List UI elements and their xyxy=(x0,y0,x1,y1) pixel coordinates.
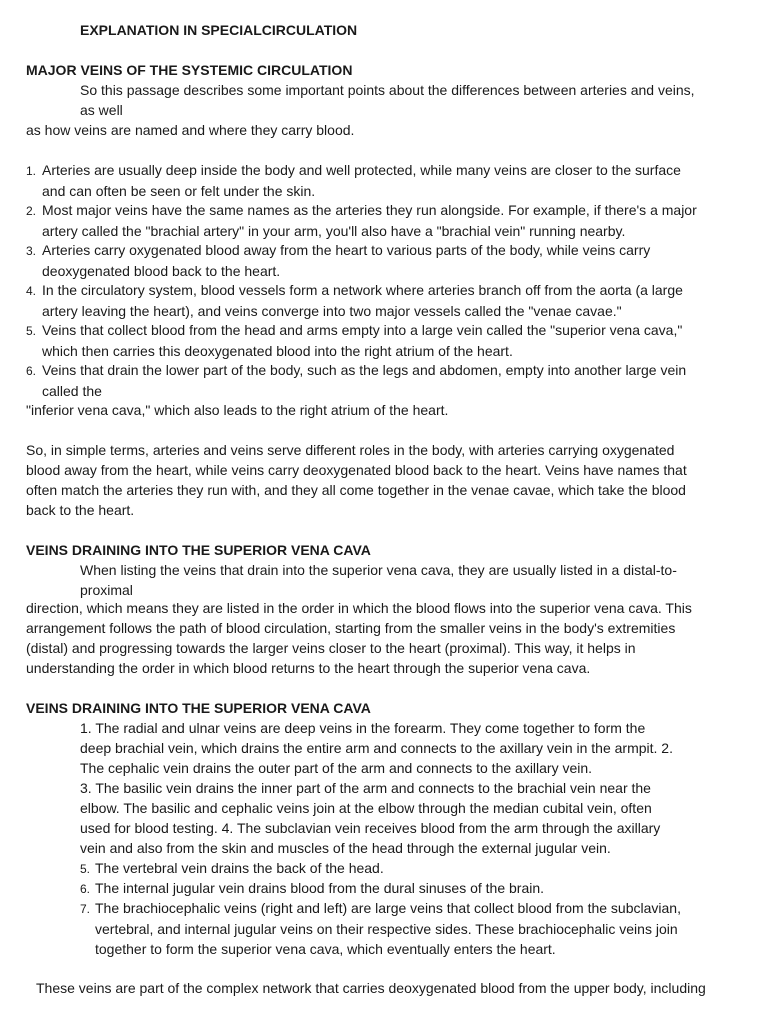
text-line: deep brachial vein, which drains the entire arm and connects to the axillary vein in the armpit. 2. xyxy=(80,740,673,756)
text-line: arrangement follows the path of blood circulation, starting from the smaller veins in the body's extremities xyxy=(26,620,676,636)
list-item xyxy=(80,858,384,879)
text-line: artery leaving the heart), and veins converge into two major vessels called the "venae cavae." xyxy=(42,303,622,319)
text-line: Veins that drain the lower part of the body, such as the legs and abdomen, empty into another large vein xyxy=(42,362,687,378)
summary-paragraph xyxy=(26,440,746,520)
list-number: 5. xyxy=(26,324,37,338)
list-item xyxy=(26,240,650,281)
section3-block xyxy=(80,718,750,858)
text-line: back to the heart. xyxy=(26,502,135,518)
text-line: The brachiocephalic veins (right and left) are large veins that collect blood from the subclavian, xyxy=(95,900,681,916)
text-line: vein and also from the skin and muscles of the head through the external jugular vein. xyxy=(80,840,611,856)
text-line: Arteries carry oxygenated blood away from the heart to various parts of the body, while veins carry xyxy=(42,242,651,258)
text-line: used for blood testing. 4. The subclavian vein receives blood from the arm through the axillary xyxy=(80,820,661,836)
closing-line: These veins are part of the complex network that carries deoxygenated blood from the upper body, including xyxy=(36,980,706,996)
text-line: as how veins are named and where they carry blood. xyxy=(26,122,355,138)
text-line: which then carries this deoxygenated blood into the right atrium of the heart. xyxy=(42,343,513,359)
list-item xyxy=(26,160,681,201)
list-number: 7. xyxy=(80,902,91,916)
list-number: 3. xyxy=(26,244,37,258)
text-line: Arteries are usually deep inside the body and well protected, while many veins are closer to the surface xyxy=(42,162,681,178)
section-heading-svc-1: VEINS DRAINING INTO THE SUPERIOR VENA CAVA xyxy=(26,542,371,558)
list-number: 2. xyxy=(26,204,37,218)
text-line: blood away from the heart, while veins carry deoxygenated blood back to the heart. Veins have names that xyxy=(26,462,687,478)
section-heading-major-veins: MAJOR VEINS OF THE SYSTEMIC CIRCULATION xyxy=(26,62,353,78)
text-line: The cephalic vein drains the outer part of the arm and connects to the axillary vein. xyxy=(80,760,593,776)
text-line: understanding the order in which blood returns to the heart through the superior vena cava. xyxy=(26,660,591,676)
text-line: proximal xyxy=(80,582,133,598)
list-item xyxy=(80,878,544,899)
text-line: called the xyxy=(42,383,102,399)
text-line: elbow. The basilic and cephalic veins join at the elbow through the median cubital vein, often xyxy=(80,800,652,816)
list-item xyxy=(26,320,682,361)
list-number: 6. xyxy=(80,882,91,896)
text-line: The vertebral vein drains the back of the head. xyxy=(95,860,384,876)
section-heading-svc-2: VEINS DRAINING INTO THE SUPERIOR VENA CAVA xyxy=(26,700,371,716)
section2-intro xyxy=(80,560,750,600)
list-number: 4. xyxy=(26,284,37,298)
text-line: Veins that collect blood from the head and arms empty into a large vein called the "superior vena cava," xyxy=(42,322,683,338)
text-line: (distal) and progressing towards the larger veins closer to the heart (proximal). This way, it helps in xyxy=(26,640,636,656)
text-line: and can often be seen or felt under the skin. xyxy=(42,183,316,199)
list-number: 1. xyxy=(26,164,37,178)
text-line: So, in simple terms, arteries and veins serve different roles in the body, with arteries carrying oxygenated xyxy=(26,442,675,458)
list-number: 5. xyxy=(80,862,91,876)
text-line: as well xyxy=(80,102,123,118)
section2-body xyxy=(26,598,746,678)
list-item xyxy=(26,360,686,401)
text-line: 1. The radial and ulnar veins are deep veins in the forearm. They come together to form the xyxy=(80,720,646,736)
list-number: 6. xyxy=(26,364,37,378)
text-line: In the circulatory system, blood vessels form a network where arteries branch off from the aorta (a large xyxy=(42,282,683,298)
text-line: artery called the "brachial artery" in your arm, you'll also have a "brachial vein" running nearby. xyxy=(42,223,626,239)
text-line: So this passage describes some important points about the differences between arteries and veins, xyxy=(80,82,695,98)
text-line: When listing the veins that drain into the superior vena cava, they are usually listed in a distal-to- xyxy=(80,562,677,578)
text-line: often match the arteries they run with, and they all come together in the venae cavae, which take the blood xyxy=(26,482,686,498)
text-line: deoxygenated blood back to the heart. xyxy=(42,263,281,279)
text-line: direction, which means they are listed in the order in which the blood flows into the superior vena cava. This xyxy=(26,600,692,616)
text-line: Most major veins have the same names as the arteries they run alongside. For example, if there's a major xyxy=(42,202,697,218)
list-item xyxy=(26,280,683,321)
text-line: vertebral, and internal jugular veins on their respective sides. These brachiocephalic veins join xyxy=(95,921,678,937)
list-item xyxy=(80,898,681,959)
text-line: 3. The basilic vein drains the inner part of the arm and connects to the brachial vein near the xyxy=(80,780,651,796)
text-line: "inferior vena cava," which also leads to the right atrium of the heart. xyxy=(26,402,449,418)
list-item xyxy=(26,200,697,241)
text-line: The internal jugular vein drains blood from the dural sinuses of the brain. xyxy=(95,880,545,896)
text-line: together to form the superior vena cava, which eventually enters the heart. xyxy=(95,941,556,957)
section1-intro xyxy=(80,80,750,120)
document-title: EXPLANATION IN SPECIALCIRCULATION xyxy=(80,22,358,38)
